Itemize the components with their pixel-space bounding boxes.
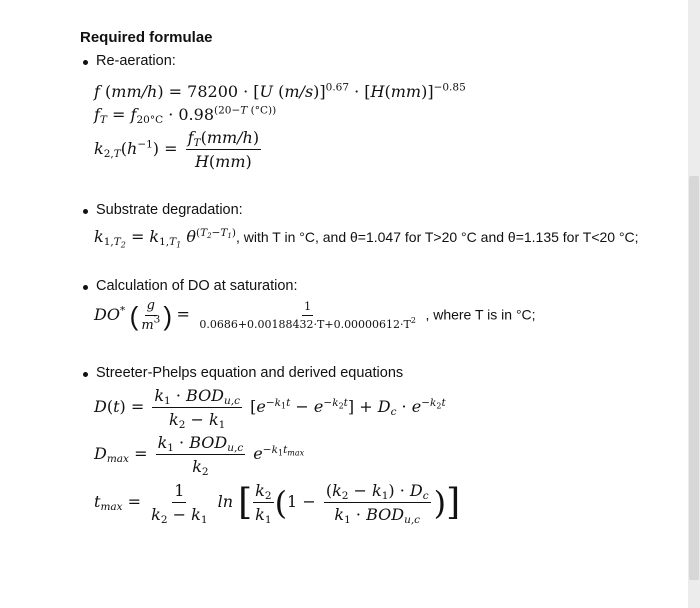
equation-do-saturation: DO* ( $\frac{g}{m^3}$ ) = $\frac{1}{0.0686+0.00188432\cdot T+0.00000612\cdot T^2}$ , where T is in °C;: [94, 298, 536, 333]
bullet-icon: [83, 60, 88, 65]
bullet-icon: [83, 372, 88, 377]
scrollbar-thumb[interactable]: [689, 176, 699, 580]
section-label-saturation: Calculation of DO at saturation:: [96, 278, 298, 294]
bullet-icon: [83, 285, 88, 290]
equation-deficit-max: $D_{max}$ = $\frac{k_1 \cdot BOD_{u,c}}{k_2}$ $e^{-k_1t_{max}}$: [94, 433, 305, 479]
section-label-substrate: Substrate degradation:: [96, 202, 243, 218]
substrate-note: , with T in °C, and θ=1.047 for T>20 °C and θ=1.135 for T<20 °C;: [235, 229, 639, 245]
equation-reaeration-fT: $f_T = f_{20^\circ C} \cdot 0.98^{(20-T (^\circ C))}$: [94, 104, 277, 127]
equation-reaeration-f: f (mm/h) = 78200 · [U $(m/s)]^{0.67} \cdot [H(mm)]^{-0.85}$: [94, 81, 466, 101]
equation-reaeration-k2: $k_{2,T}(h^{-1})$ = $\frac{f_T(mm/h)}{H(mm)}$: [94, 128, 260, 171]
page-title: Required formulae: [80, 29, 213, 46]
section-label-reaeration: Re-aeration:: [96, 53, 176, 69]
saturation-note: , where T is in °C;: [425, 306, 536, 323]
saturation-denominator-exponent: 2: [410, 316, 416, 326]
bullet-icon: [83, 209, 88, 214]
saturation-denominator: 0.0686+0.00188432·T+0.00000612·T: [199, 318, 411, 331]
section-label-streeter-phelps: Streeter-Phelps equation and derived equations: [96, 365, 404, 381]
equation-substrate-k1: $k_{1,T_2} = k_{1,T_1}$ $\theta^{(T_2-T_1)}$, with T in °C, and θ=1.047 for T>20 °C and θ=1.135 for T<20 °C;: [94, 226, 639, 250]
equation-time-max: $t_{max}$ = $\frac{1}{k_2 - k_1}$ ln [ $\frac{k_2}{k_1}$ (1 − $\frac{(k_2 - k_1) \cdot D_c}{k_1 \cdot BOD_{u,c}}$ )]: [94, 481, 461, 527]
equation-deficit-dt: D(t) = $\frac{k_1 \cdot BOD_{u,c}}{k_2 - k_1}$ $[e^{-k_1t} - e^{-k_2t}] + D_c \cdot e^{-k_2t}$: [94, 386, 446, 432]
saturation-numerator: 1: [302, 300, 313, 316]
